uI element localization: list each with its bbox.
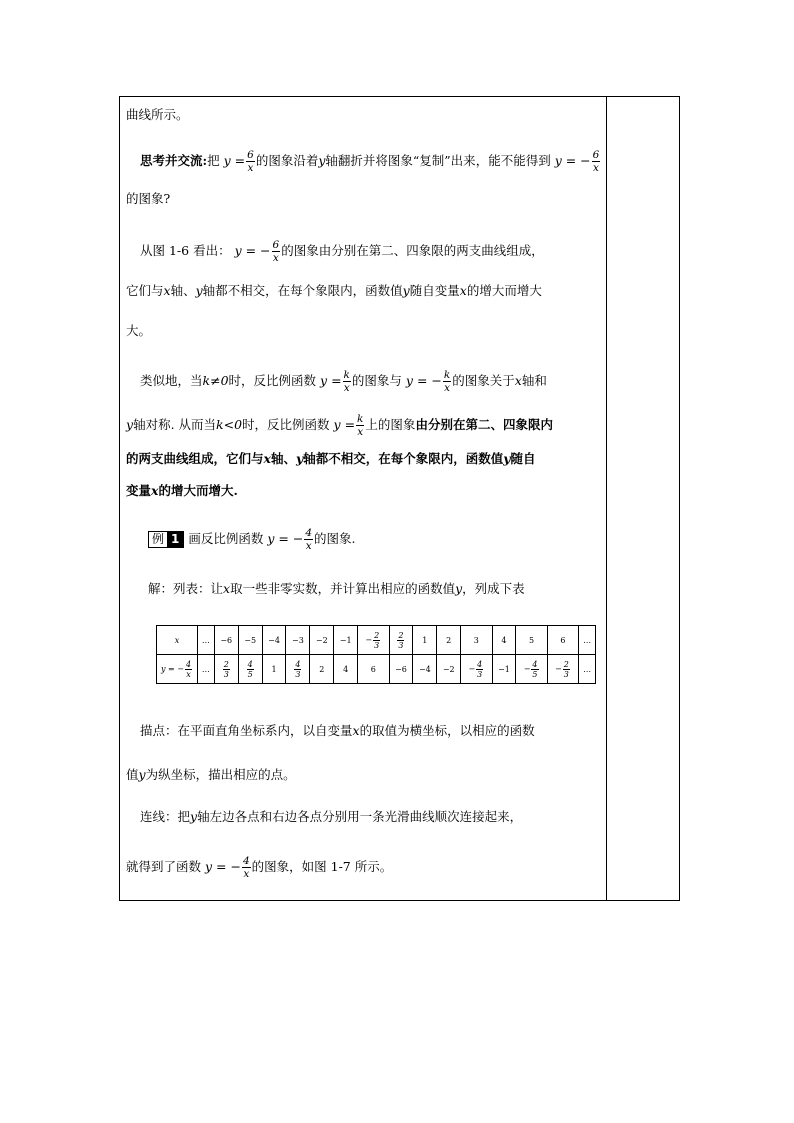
table-cell: −1	[492, 655, 516, 684]
fraction: $\frac{4}{x}$	[242, 855, 250, 880]
table-cell: − $\frac{2}{3}$	[547, 655, 578, 684]
table-cell: …	[579, 626, 596, 655]
table-header-y: y = − $\frac{4}{x}$	[157, 655, 198, 684]
observation-paragraph: 从图 1-6 看出： y = − $\frac{6}{x}$ 的图象由分别在第二、四象限的两支曲线组成，	[140, 239, 544, 264]
table-cell: 4	[334, 655, 358, 684]
table-cell: −1	[334, 626, 358, 655]
table-cell: 5	[516, 626, 547, 655]
paragraph-continuation: 曲线所示。	[126, 107, 189, 122]
symmetry-line-4: 变量x的增大而增大.	[126, 483, 238, 498]
think-discuss-paragraph: 思考并交流:把 y = $\frac{6}{x}$ 的图象沿着y轴翻折并将图象“复制”出来，能不能得到 y = − $\frac{6}{x}$	[140, 149, 600, 174]
think-discuss-end: 的图象?	[126, 191, 171, 206]
table-header-x: x	[157, 626, 198, 655]
think-label: 思考并交流:	[140, 153, 208, 168]
example-1: 例 1 画反比例函数 y = − $\frac{4}{x}$ 的图象.	[148, 527, 356, 552]
symmetry-line-2: y轴对称. 从而当k<0时，反比例函数 y = $\frac{k}{x}$ 上的图象由分别在第二、四象限内	[126, 413, 553, 438]
table-cell: 1	[262, 655, 286, 684]
table-cell: − $\frac{2}{3}$	[358, 626, 389, 655]
table-cell: $\frac{2}{3}$	[214, 655, 238, 684]
table-cell: −4	[413, 655, 437, 684]
value-table	[156, 625, 596, 684]
table-cell: $\frac{2}{3}$	[389, 626, 413, 655]
table-cell: 2	[310, 655, 334, 684]
fraction: $\frac{k}{x}$	[357, 413, 364, 438]
connect-step-line-2: 就得到了函数 y = − $\frac{4}{x}$ 的图象，如图 1-7 所示。	[126, 855, 393, 880]
table-cell: 6	[547, 626, 578, 655]
table-row-x	[157, 626, 596, 655]
connect-step: 连线：把y轴左边各点和右边各点分别用一条光滑曲线顺次连接起来，	[140, 809, 523, 824]
fraction: $\frac{k}{x}$	[443, 369, 451, 394]
table-cell: −6	[389, 655, 413, 684]
table-cell: −3	[286, 626, 310, 655]
symmetry-line-3: 的两支曲线组成，它们与x轴、y轴都不相交，在每个象限内，函数值y随自	[126, 451, 536, 466]
lesson-table-frame	[119, 96, 680, 901]
table-cell: 4	[492, 626, 516, 655]
example-badge: 例 1	[148, 531, 184, 548]
table-cell: …	[198, 655, 215, 684]
table-cell: − $\frac{4}{3}$	[461, 655, 492, 684]
fraction: $\frac{6}{x}$	[592, 149, 600, 174]
observation-line-3: 大。	[126, 323, 152, 338]
fraction: $\frac{6}{x}$	[247, 149, 254, 174]
plot-step: 描点：在平面直角坐标系内，以自变量x的取值为横坐标，以相应的函数	[140, 723, 535, 738]
table-cell: −5	[238, 626, 262, 655]
table-cell: −6	[214, 626, 238, 655]
table-cell: 1	[413, 626, 437, 655]
fraction: $\frac{k}{x}$	[343, 369, 350, 394]
table-cell: $\frac{4}{5}$	[238, 655, 262, 684]
table-row-y	[157, 655, 596, 684]
observation-line-2: 它们与x轴、y轴都不相交，在每个象限内，函数值y随自变量x的增大而增大	[126, 283, 542, 298]
table-cell: …	[198, 626, 215, 655]
table-cell: 6	[358, 655, 389, 684]
table-cell: −2	[310, 626, 334, 655]
table-cell: − $\frac{4}{5}$	[516, 655, 547, 684]
table-cell: −4	[262, 626, 286, 655]
table-cell: 2	[437, 626, 461, 655]
solution-intro: 解：列表：让x取一些非零实数，并计算出相应的函数值y，列成下表	[148, 581, 525, 596]
symmetry-paragraph: 类似地，当k≠0时，反比例函数 y = $\frac{k}{x}$ 的图象与 y = − $\frac{k}{x}$ 的图象关于x轴和	[140, 369, 547, 394]
table-cell: −2	[437, 655, 461, 684]
table-cell: 3	[461, 626, 492, 655]
fraction: $\frac{6}{x}$	[272, 239, 280, 264]
table-cell: …	[579, 655, 596, 684]
column-divider	[606, 97, 607, 900]
fraction: $\frac{4}{x}$	[305, 527, 313, 552]
table-cell: $\frac{4}{3}$	[286, 655, 310, 684]
plot-step-line-2: 值y为纵坐标，描出相应的点。	[126, 767, 296, 782]
